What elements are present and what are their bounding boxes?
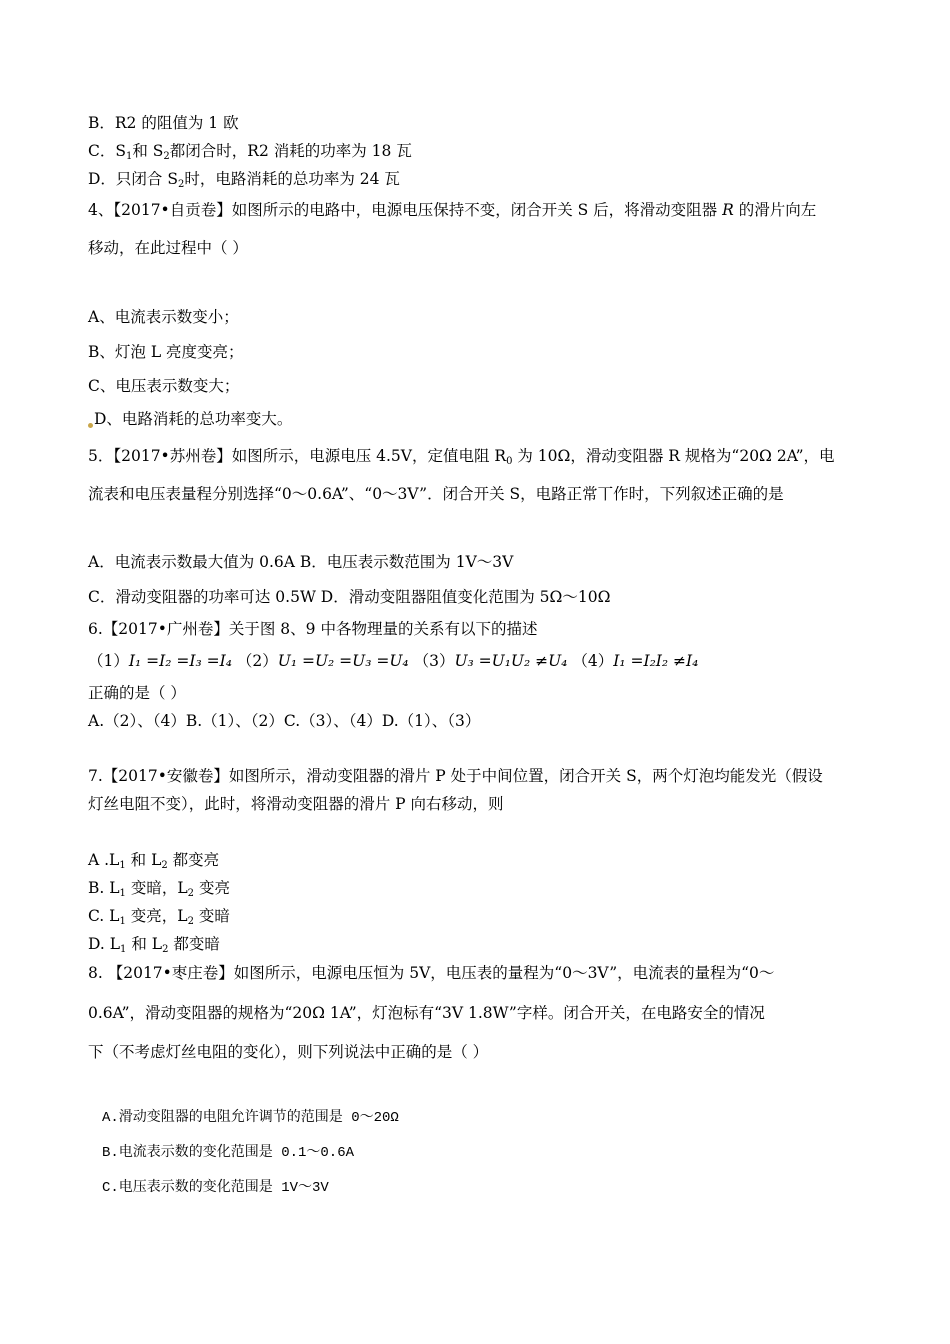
q8-option-b: B.电流表示数的变化范围是 0.1～0.6A	[102, 1145, 355, 1161]
q8-stem-line2: 0.6A”，滑动变阻器的规格为“20Ω 1A”，灯泡标有“3V 1.8W”字样。闭合开关，在电路安全的情况	[88, 1004, 765, 1022]
q6-relation-3: U₃ =U₁U₂ ≠U₄	[454, 652, 568, 670]
q8-stem-line1: 8. 【2017•枣庄卷】如图所示，电源电压恒为 5V，电压表的量程为“0～3V”，电流表的量程为“0～	[88, 964, 775, 982]
q6-relations: （1）I₁ =I₂ =I₃ =I₄ （2）U₁ =U₂ =U₃ =U₄ （3）U₃ =U₁U₂ ≠U₄ （4）I₁ =I₂I₂ ≠I₄	[88, 652, 699, 670]
q4-stem-line2: 移动，在此过程中（ ）	[88, 239, 248, 257]
q6-stem-line3: 正确的是（ ）	[88, 684, 186, 702]
q8-stem-line3: 下（不考虑灯丝电阻的变化），则下列说法中正确的是（ ）	[88, 1043, 489, 1061]
margin-mark-icon	[88, 423, 93, 428]
q8-option-a: A.滑动变阻器的电阻允许调节的范围是 0～20Ω	[102, 1110, 399, 1126]
q5-stem-line1: 5．【2017•苏州卷】如图所示，电源电压 4.5V，定值电阻 $R_0$ 为 10Ω，滑动变阻器 R 规格为“20Ω 2A”，电	[88, 447, 835, 467]
q7-option-c: C. $L_1$ 变亮，$L_2$ 变暗	[88, 907, 230, 927]
q7-option-b: B. $L_1$ 变暗，$L_2$ 变亮	[88, 879, 230, 899]
q3-option-b: B．R2 的阻值为 1 欧	[88, 114, 239, 132]
q4-option-b: B、灯泡 L 亮度变亮；	[88, 343, 244, 361]
q3-option-c: C．$S_1$和 $S_2$都闭合时，R2 消耗的功率为 18 瓦	[88, 142, 412, 162]
q6-relation-1: I₁ =I₂ =I₃ =I₄	[128, 652, 232, 670]
q6-relation-4: I₁ =I₂I₂ ≠I₄	[613, 652, 699, 670]
q7-option-a: A $.L_1$ 和 $L_2$ 都变亮	[88, 851, 220, 871]
q8-option-c: C.电压表示数的变化范围是 1V～3V	[102, 1180, 329, 1196]
q5-stem-line2: 流表和电压表量程分别选择“0～0.6A”、“0～3V”．闭合开关 S，电路正常丅作时，下列叙述正确的是	[88, 485, 784, 503]
q6-options: A.（2）、（4）B.（1）、（2）C.（3）、（4）D.（1）、（3）	[88, 712, 481, 730]
q4-option-a: A、电流表示数变小；	[88, 308, 239, 326]
q4-stem-line1: 4、【2017•自贡卷】如图所示的电路中，电源电压保持不变，闭合开关 S 后，将滑动变阻器 R 的滑片向左	[88, 201, 817, 219]
q6-relation-2: U₁ =U₂ =U₃ =U₄	[277, 652, 409, 670]
q7-stem-line1: 7.【2017•安徽卷】如图所示，滑动变阻器的滑片 P 处于中间位置，闭合开关 S，两个灯泡均能发光（假设	[88, 767, 823, 785]
q7-stem-line2: 灯丝电阻不变），此时，将滑动变阻器的滑片 P 向右移动，则	[88, 795, 504, 813]
q3-option-d: D．只闭合 $S_2$时，电路消耗的总功率为 24 瓦	[88, 170, 400, 190]
q5-options-cd: C．滑动变阻器的功率可达 0.5W D．滑动变阻器阻值变化范围为 5Ω～10Ω	[88, 588, 611, 606]
q6-stem-line1: 6.【2017•广州卷】关于图 8、9 中各物理量的关系有以下的描述	[88, 620, 538, 638]
q4-option-d: D、电路消耗的总功率变大。	[88, 409, 292, 429]
q5-options-ab: A．电流表示数最大值为 0.6A B．电压表示数范围为 1V～3V	[88, 553, 514, 571]
q7-option-d: D. $L_1$ 和 $L_2$ 都变暗	[88, 935, 220, 955]
q4-option-c: C、电压表示数变大；	[88, 377, 240, 395]
